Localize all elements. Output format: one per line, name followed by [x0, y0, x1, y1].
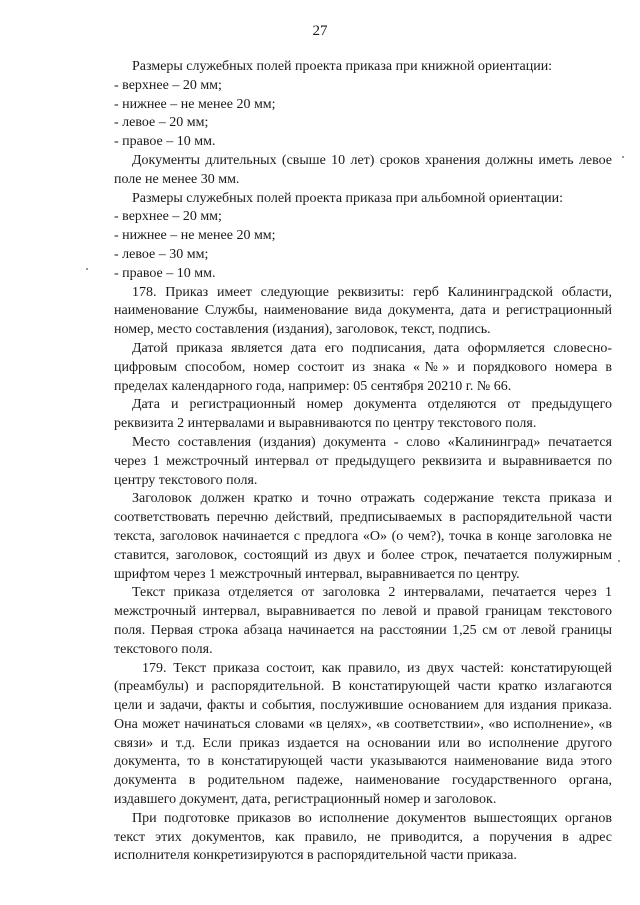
list-item: - нижнее – не менее 20 мм;	[114, 228, 276, 244]
paragraph: Датой приказа является дата его подписания, дата оформляется словесно-цифровым способом, номер состоит из знака «№» и порядкового номера в пределах календарного года, например: 05 сентября 20210 г. № 66.	[114, 340, 612, 394]
paragraph: При подготовке приказов во исполнение документов вышестоящих органов текст этих документов, как правило, не приводится, а поручения в адрес исполнителя конкретизируются в распорядительной части приказа.	[114, 810, 612, 864]
paragraph: Документы длительных (свыше 10 лет) сроков хранения должны иметь левое поле не менее 30 мм.	[114, 152, 612, 187]
document-body	[114, 58, 612, 866]
scan-speck	[622, 156, 624, 158]
page-number: 27	[312, 23, 328, 39]
paragraph: Дата и регистрационный номер документа отделяются от предыдущего реквизита 2 интервалами и выравниваются по центру текстового поля.	[114, 397, 612, 432]
paragraph: 179. Текст приказа состоит, как правило, из двух частей: констатирующей (преамбулы) и распорядительной. В констатирующей части кратко излагаются цели и задачи, факты и события, послужившие основанием для издания приказа. Она может начинаться словами «в целях», «в соответствии», «во исполнение», «в связи» и т.д. Если приказ издается на основании или во исполнение другого документа, то в констатирующей части указываются наименование вида этого документа в родительном падеже, наименование государственного органа, издавшего документ, дата, регистрационный номер и заголовок.	[114, 660, 612, 808]
list-item: - правое – 10 мм.	[114, 134, 216, 150]
paragraph: Текст приказа отделяется от заголовка 2 интервалами, печатается через 1 межстрочный интервал, выравнивается по левой и правой границам текстового поля. Первая строка абзаца начинается на расстоянии 1,25 см от левой границы текстового поля.	[114, 585, 612, 657]
list-item: - верхнее – 20 мм;	[114, 209, 222, 225]
scan-speck	[618, 560, 620, 562]
list-item: - правое – 10 мм.	[114, 265, 216, 281]
list-item: - левое – 30 мм;	[114, 246, 209, 262]
list-item: - нижнее – не менее 20 мм;	[114, 96, 276, 112]
list-item: - левое – 20 мм;	[114, 115, 209, 131]
paragraph: Место составления (издания) документа - слово «Калининград» печатается через 1 межстрочный интервал от предыдущего реквизита и выравнивается по центру текстового поля.	[114, 434, 612, 488]
list-item: - верхнее – 20 мм;	[114, 77, 222, 93]
paragraph: Заголовок должен кратко и точно отражать содержание текста приказа и соответствовать перечню действий, предписываемых в распорядительной части текста, заголовок начинается с предлога «О» (о чем?), точка в конце заголовка не ставится, заголовок, состоящий из двух и более строк, печатается полужирным шрифтом через 1 межстрочный интервал, выравнивается по центру.	[114, 491, 612, 582]
scan-speck	[86, 268, 88, 270]
paragraph: Размеры служебных полей проекта приказа при альбомной ориентации:	[132, 190, 564, 206]
paragraph: 178. Приказ имеет следующие реквизиты: герб Калининградской области, наименование Службы, наименование вида документа, дата и регистрационный номер, место составления (издания), заголовок, текст, подпись.	[114, 284, 612, 338]
paragraph: Размеры служебных полей проекта приказа при книжной ориентации:	[132, 59, 553, 74]
